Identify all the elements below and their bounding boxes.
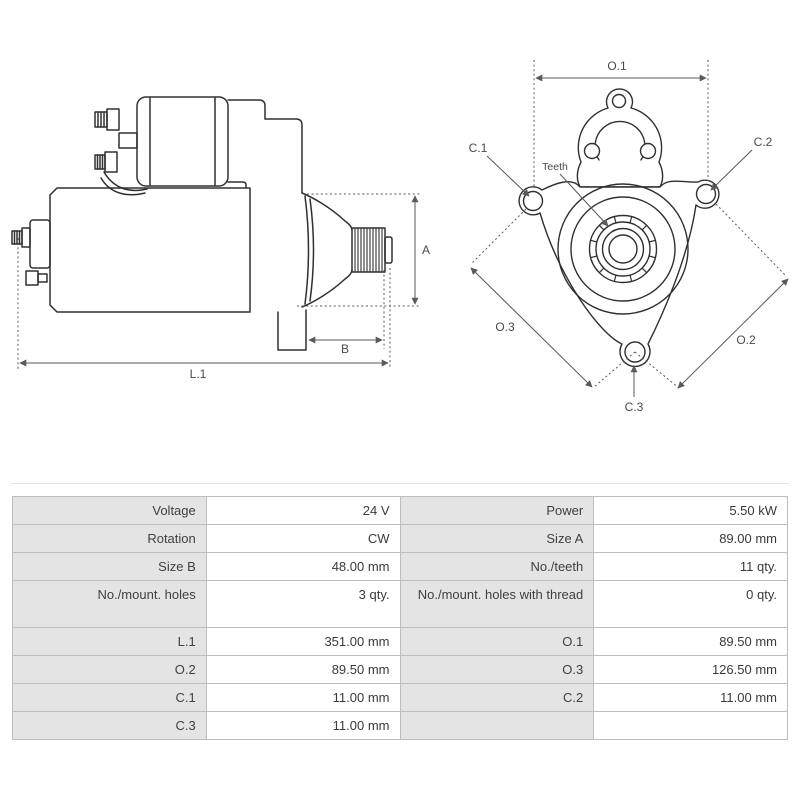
dim-label-c3: C.3 [624,400,644,414]
lower-bolt-head [26,271,38,285]
spec-value-cell: 11.00 mm [594,684,788,712]
table-row [13,656,788,684]
spec-value-cell: 0 qty. [594,581,788,628]
table-row [13,497,788,525]
spec-label-cell: C.2 [400,684,594,712]
dim-line-o2 [678,279,788,388]
leader-c1 [487,156,529,196]
spec-label-cell [400,712,594,740]
spec-table [12,496,788,740]
terminal-tab [119,133,137,148]
shaft-stud-nut [22,228,30,247]
spec-value-cell: 126.50 mm [594,656,788,684]
ext-line-l1 [18,238,390,369]
spec-label-cell: L.1 [13,628,207,656]
dim-label-teeth: Teeth [542,161,568,173]
spec-value-cell [594,712,788,740]
bell-rim [305,196,314,304]
table-row [13,553,788,581]
mount-hole-c2 [697,185,716,204]
spec-label-cell: Size B [13,553,207,581]
spec-label-cell: O.2 [13,656,207,684]
spec-value-cell: 48.00 mm [206,553,400,581]
table-row [13,712,788,740]
table-row [13,684,788,712]
motor-body [50,188,250,312]
spec-label-cell: O.3 [400,656,594,684]
pinion-teeth-hatch [355,228,382,272]
dim-label-l1: L.1 [189,367,207,381]
spec-value-cell: 3 qty. [206,581,400,628]
spec-value-cell: 5.50 kW [594,497,788,525]
side-view-dimensions [18,194,421,369]
spec-value-cell: 11 qty. [594,553,788,581]
dim-label-c1: C.1 [468,141,488,155]
spec-value-cell: 11.00 mm [206,684,400,712]
flange-outline [519,180,719,366]
table-row [13,628,788,656]
spec-value-cell: 89.50 mm [594,628,788,656]
dim-label-o1: O.1 [607,59,627,73]
section-divider [10,483,790,484]
terminal-stud-2-ticks [98,155,103,169]
dim-label-a: A [422,243,431,257]
spec-value-cell: CW [206,525,400,553]
dim-label-b: B [340,342,350,356]
table-row [13,525,788,553]
arch-top-hole [613,95,626,108]
spec-label-cell: Rotation [13,525,207,553]
bracket-step [228,182,246,188]
mount-hole-c1 [524,192,543,211]
bracket-outline [228,100,302,193]
terminal-stud-1-nut [107,109,119,130]
arch-left-hole [585,144,600,159]
terminal-stud-1-ticks [98,112,104,127]
spec-value-cell: 351.00 mm [206,628,400,656]
spec-label-cell: Size A [400,525,594,553]
spec-label-cell: O.1 [400,628,594,656]
pinion [352,228,385,272]
dim-label-o2: O.2 [736,333,756,347]
spec-value-cell: 11.00 mm [206,712,400,740]
spec-value-cell: 89.50 mm [206,656,400,684]
ext-line-a [297,194,421,306]
dim-label-o3: O.3 [495,320,515,334]
leader-c2 [711,150,752,190]
spec-label-cell: Voltage [13,497,207,525]
arch-right-hole [641,144,656,159]
solenoid-caps [150,98,215,185]
spec-value-cell: 24 V [206,497,400,525]
mount-foot [278,310,306,350]
spec-label-cell: No./mount. holes [13,581,207,628]
lower-bolt-tip [38,274,47,282]
shaft-cap [385,237,392,263]
terminal-stud-2-nut [105,152,117,172]
spec-label-cell: Power [400,497,594,525]
dim-label-c2: C.2 [753,135,773,149]
spec-label-cell: C.1 [13,684,207,712]
front-view [519,89,719,367]
end-cap [30,220,50,268]
table-row [13,581,788,628]
shaft-stud-ticks [15,231,20,244]
spec-label-cell: No./mount. holes with thread [400,581,594,628]
spec-label-cell: C.3 [13,712,207,740]
spec-value-cell: 89.00 mm [594,525,788,553]
spec-label-cell: No./teeth [400,553,594,581]
side-view [12,97,392,350]
